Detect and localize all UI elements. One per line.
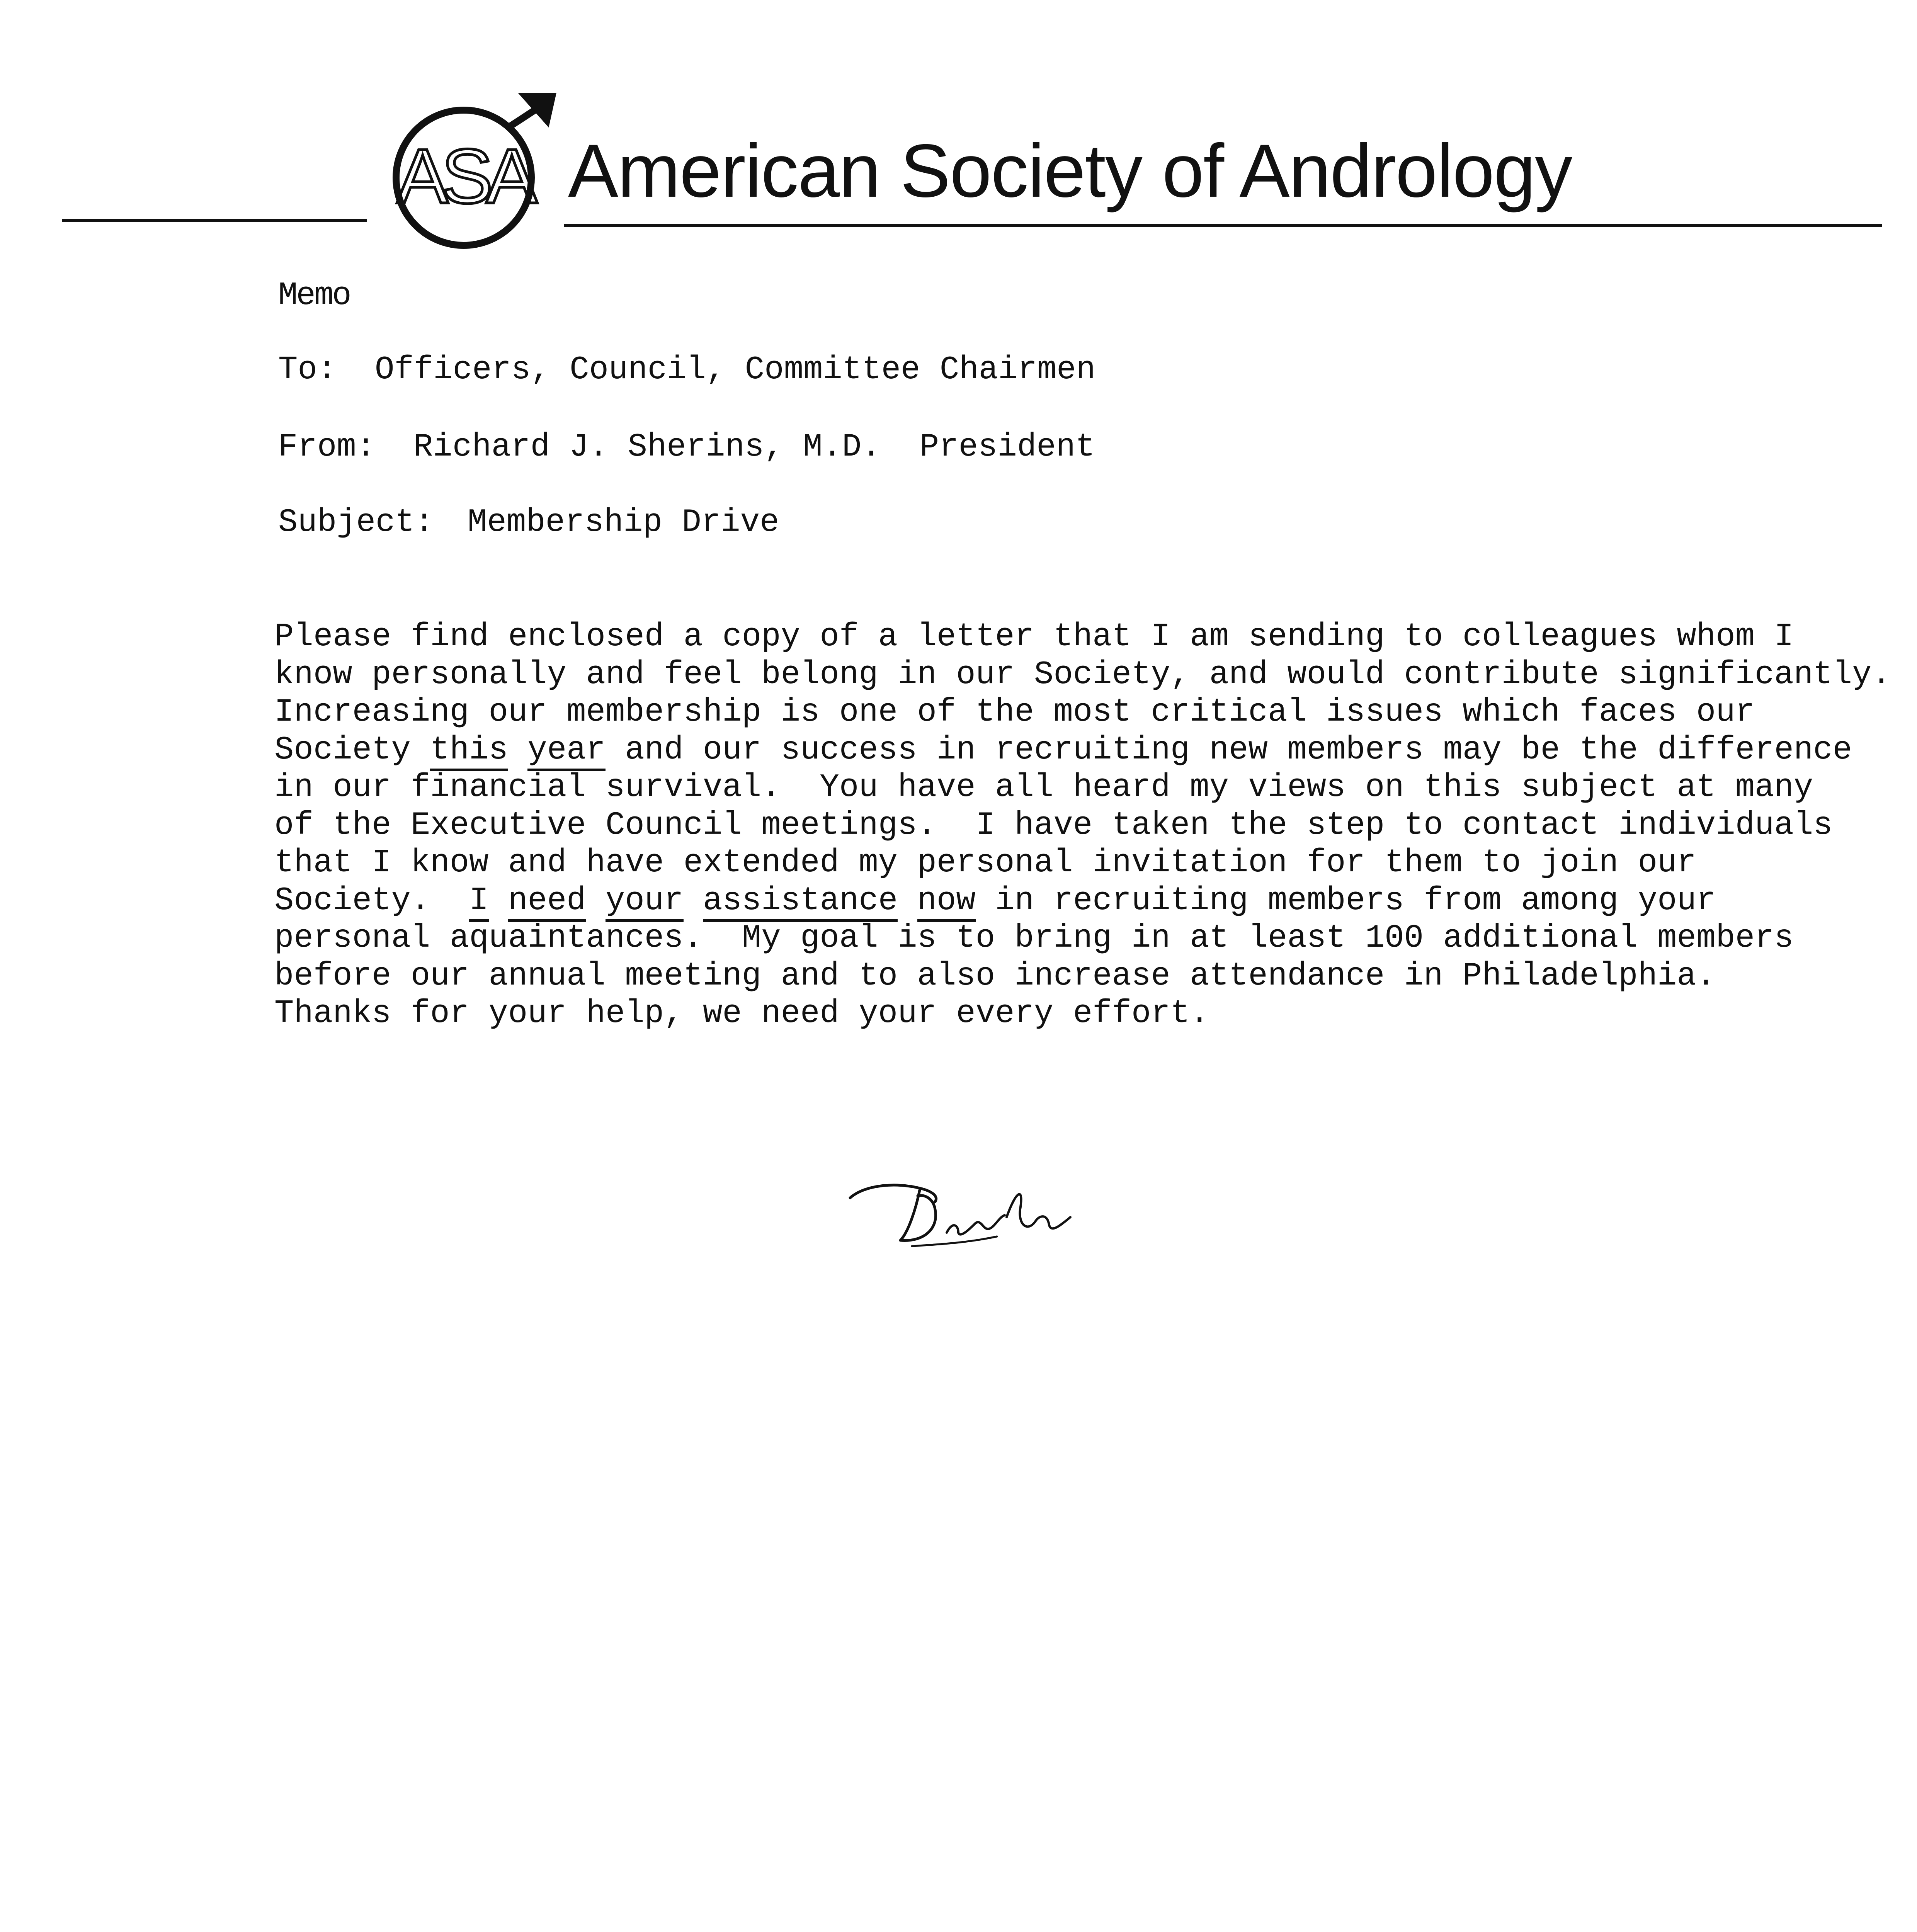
body-line: that I know and have extended my personal invitation for them to join our: [274, 845, 1696, 881]
header-rule-left: [62, 219, 367, 222]
body-line: Please find enclosed a copy of a letter that I am sending to colleagues whom I: [274, 619, 1794, 655]
asa-logo: [390, 91, 560, 253]
subject-label: Subject:: [278, 504, 434, 541]
body-line: before our annual meeting and to also increase attendance in Philadelphia.: [274, 957, 1716, 995]
body-line: Thanks for your help, we need your every effort.: [274, 995, 1209, 1032]
memo-label: Memo: [278, 277, 350, 314]
header-rule-right: [564, 224, 1882, 227]
body-line: know personally and feel belong in our Society, and would contribute significantly.: [274, 656, 1891, 693]
subject-value: Membership Drive: [468, 504, 779, 541]
underlined-word: your: [606, 883, 684, 922]
organization-name: American Society of Andrology: [568, 129, 1572, 213]
from-label: From:: [278, 429, 376, 466]
body-line: of the Executive Council meetings. I have taken the step to contact individuals: [274, 807, 1833, 844]
underlined-year: year: [527, 732, 606, 771]
to-label: To:: [278, 352, 337, 388]
body-line: personal aquaintances. My goal is to bring in at least 100 additional members: [274, 920, 1794, 957]
underlined-word: I: [469, 883, 488, 922]
body-line-underlined: Society this year and our success in recruiting new members may be the difference: [274, 731, 1897, 769]
body-line: Increasing our membership is one of the most critical issues which faces our: [274, 694, 1755, 731]
underlined-this: this: [430, 732, 508, 771]
logo-text: ASA: [396, 133, 531, 219]
memo-to-line: [278, 352, 1095, 388]
memo-subject-line: [278, 504, 779, 541]
to-value: Officers, Council, Committee Chairmen: [375, 352, 1096, 388]
signature-dick: [842, 1175, 1082, 1252]
body-line: in our financial survival. You have all heard my views on this subject at many: [274, 769, 1813, 806]
from-value: Richard J. Sherins, M.D.: [413, 429, 881, 466]
underlined-word: need: [508, 883, 586, 922]
underlined-word: now: [917, 883, 976, 922]
memo-from-line: [278, 429, 1095, 466]
body-line-underlined: Society. I need your assistance now in recruiting members from among your: [274, 882, 1897, 920]
from-title: President: [919, 429, 1095, 466]
underlined-word: assistance: [703, 883, 898, 922]
memo-body: [274, 618, 1897, 1033]
